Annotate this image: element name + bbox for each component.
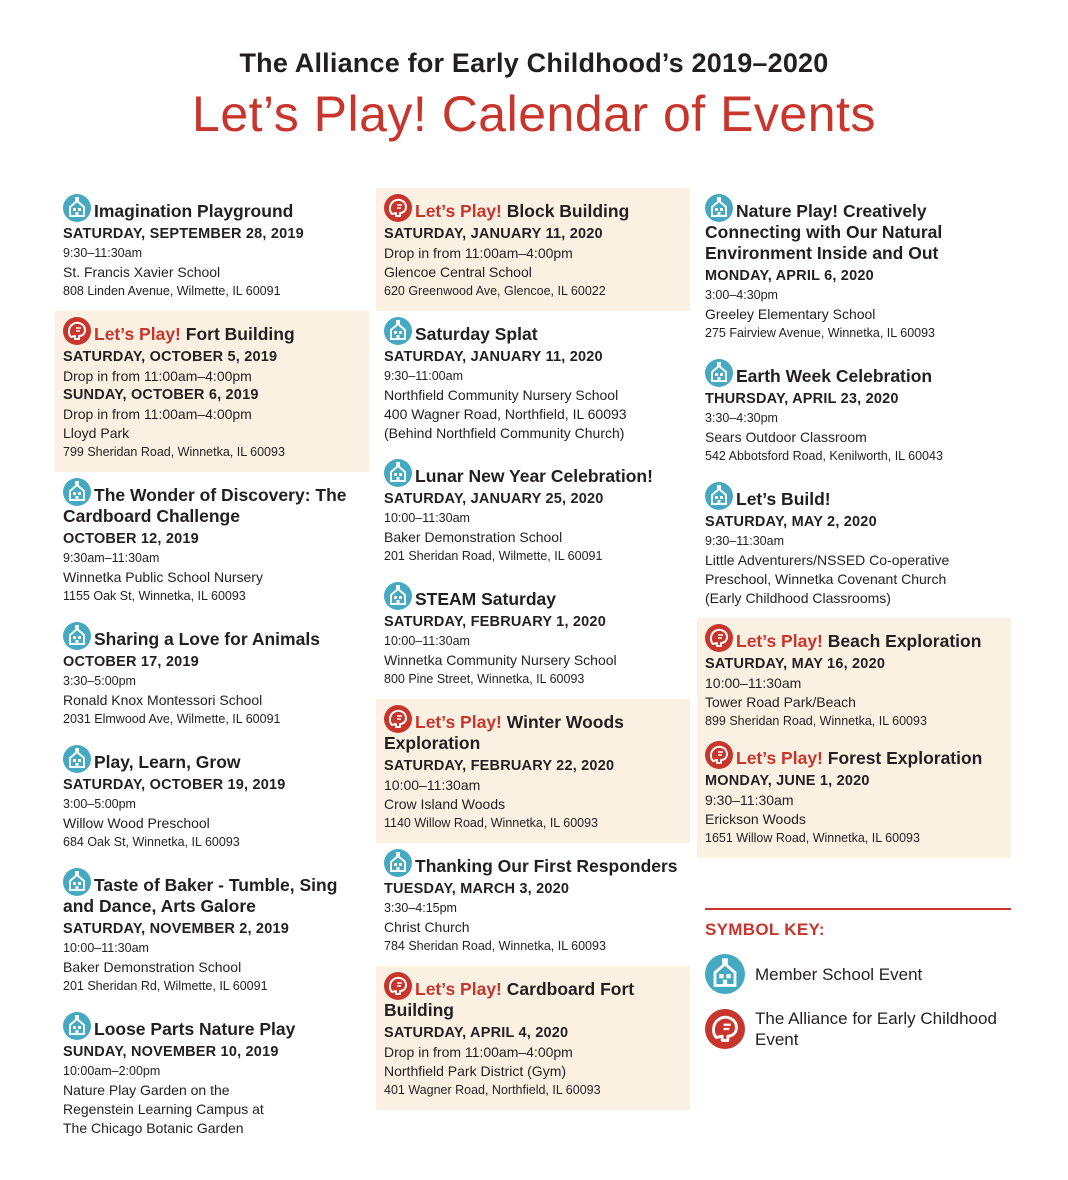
event-card [376,188,690,311]
symbol-key-alliance-label: The Alliance for Early Childhood Event [755,1009,997,1049]
event-time: 3:30–4:30pm [705,411,778,425]
school-icon [63,745,91,773]
speech-head-icon [384,972,412,1000]
event-card [697,188,1011,353]
event-location-line: 784 Sheridan Road, Winnetka, IL 60093 [384,939,606,953]
speech-head-icon [705,624,733,652]
event-time: 3:30–4:15pm [384,901,457,915]
event-location-line: Erickson Woods [705,811,806,827]
event-time: 10:00–11:30am [63,941,149,955]
event-date-2: SUNDAY, OCTOBER 6, 2019 [63,387,259,403]
event-location-line: Northfield Park District (Gym) [384,1063,567,1079]
event-card [55,616,369,739]
symbol-key-alliance-row [705,1008,1011,1050]
event-location-line: Preschool, Winnetka Covenant Church [705,571,947,587]
event-card [376,966,690,1110]
event-title-prefix: Let’s Play! [736,748,823,768]
event-title-text: Cardboard Fort Building [384,979,635,1020]
event-title-text: Lunar New Year Celebration! [415,466,653,486]
event-date: SUNDAY, NOVEMBER 10, 2019 [63,1044,279,1060]
event-location-line: 620 Greenwood Ave, Glencoe, IL 60022 [384,284,606,298]
event-title [63,194,361,222]
event-time: 9:30–11:30am [63,246,142,260]
school-icon [384,459,412,487]
event-time: 10:00–11:30am [384,511,470,525]
event-title-text: Thanking Our First Responders [415,856,678,876]
event-title-text: Loose Parts Nature Play [94,1019,296,1039]
event-title-text: Fort Building [185,324,295,344]
event-title [705,482,1003,510]
event-time: 10:00am–2:00pm [63,1064,161,1078]
event-location-line: 899 Sheridan Road, Winnetka, IL 60093 [705,714,927,728]
event-location-line: 401 Wagner Road, Northfield, IL 60093 [384,1083,601,1097]
page-title: Let’s Play! Calendar of Events [192,86,876,142]
school-icon [705,482,733,510]
event-time: 10:00–11:30am [384,634,470,648]
event-title-text: Let’s Build! [736,489,831,509]
event-title [384,582,682,610]
event-date: THURSDAY, APRIL 23, 2020 [705,391,899,407]
event-location-line: 1140 Willow Road, Winnetka, IL 60093 [384,816,599,830]
event-location-line: St. Francis Xavier School [63,264,221,280]
school-icon [705,954,745,994]
event-time: Drop in from 11:00am–4:00pm [384,1044,573,1060]
event-title-text: Saturday Splat [415,324,538,344]
event-title [384,705,682,754]
event-time: Drop in from 11:00am–4:00pm [63,368,252,384]
event-title-text: Forest Exploration [827,748,983,768]
event-card [55,739,369,862]
speech-head-icon [63,317,91,345]
event-title-text: Earth Week Celebration [736,366,933,386]
event-location-line: Northfield Community Nursery School [384,387,619,403]
event-location-line: 800 Pine Street, Winnetka, IL 60093 [384,672,585,686]
event-time: 9:30–11:00am [384,369,463,383]
speech-head-icon [384,194,412,222]
event-title-text: Winter Woods Exploration [384,712,624,753]
event-title [384,459,682,487]
event-title [63,478,361,527]
event-card [55,311,369,472]
event-location-line: 201 Sheridan Rd, Wilmette, IL 60091 [63,979,268,993]
event-location-line: 2031 Elmwood Ave, Wilmette, IL 60091 [63,712,281,726]
event-time-2: Drop in from 11:00am–4:00pm [63,406,252,422]
school-icon [63,622,91,650]
event-date: OCTOBER 17, 2019 [63,654,199,670]
symbol-key-member-row [705,954,1011,994]
event-location-line: (Early Childhood Classrooms) [705,590,891,606]
event-time: 10:00–11:30am [384,777,481,793]
event-card [376,311,690,453]
school-icon [705,194,733,222]
event-time: 3:00–4:30pm [705,288,778,302]
event-card [55,1006,369,1148]
event-time: 9:30am–11:30am [63,551,160,565]
school-icon [63,194,91,222]
event-time: 3:30–5:00pm [63,674,136,688]
event-date: SATURDAY, JANUARY 11, 2020 [384,349,603,365]
event-title [705,741,1003,769]
event-title-text: Block Building [506,201,630,221]
event-date: TUESDAY, MARCH 3, 2020 [384,881,570,897]
event-location-line: Greeley Elementary School [705,306,876,322]
event-location-line: 400 Wagner Road, Northfield, IL 60093 [384,406,627,422]
event-date: SATURDAY, OCTOBER 19, 2019 [63,777,286,793]
school-icon [63,868,91,896]
event-location-line: Baker Demonstration School [384,529,563,545]
event-title [63,317,361,345]
event-location-line: The Chicago Botanic Garden [63,1120,244,1136]
event-title [705,194,1003,264]
symbol-key [705,908,1011,1050]
event-title-prefix: Let’s Play! [94,324,181,344]
event-location-line: Baker Demonstration School [63,959,242,975]
event-date: SATURDAY, JANUARY 25, 2020 [384,491,604,507]
event-title [63,622,361,650]
event-date: SATURDAY, JANUARY 11, 2020 [384,226,603,242]
speech-head-icon [705,741,733,769]
event-title [384,849,682,877]
event-card [55,188,369,311]
event-title [705,359,1003,387]
event-location-line: Christ Church [384,919,470,935]
school-icon [63,1012,91,1040]
event-title-text: Play, Learn, Grow [94,752,241,772]
event-title-text: Nature Play! Creatively Connecting with Our Natural Environment Inside and Out [705,201,943,263]
school-icon [384,849,412,877]
school-icon [63,478,91,506]
event-location-line: (Behind Northfield Community Church) [384,425,625,441]
event-time: 10:00–11:30am [705,675,802,691]
event-date: SATURDAY, MAY 16, 2020 [705,656,886,672]
event-location-line: 1155 Oak St, Winnetka, IL 60093 [63,589,246,603]
event-location-line: Nature Play Garden on the [63,1082,230,1098]
event-location-line: 1651 Willow Road, Winnetka, IL 60093 [705,831,920,845]
event-location-line: 275 Fairview Avenue, Winnetka, IL 60093 [705,326,936,340]
event-title-text: Beach Exploration [827,631,982,651]
event-card [376,453,690,576]
event-date: OCTOBER 12, 2019 [63,531,199,547]
event-card [376,576,690,699]
event-date: SATURDAY, FEBRUARY 22, 2020 [384,758,615,774]
school-icon [705,359,733,387]
event-location-line: Sears Outdoor Classroom [705,429,867,445]
event-card [697,353,1011,476]
event-date: SATURDAY, OCTOBER 5, 2019 [63,349,278,365]
event-title-prefix: Let’s Play! [415,712,502,732]
speech-head-icon [705,1009,745,1049]
symbol-key-member-label: Member School Event [755,964,923,984]
event-location-line: Crow Island Woods [384,796,506,812]
event-time: 9:30–11:30am [705,792,794,808]
event-date: MONDAY, JUNE 1, 2020 [705,773,870,789]
event-location-line: 808 Linden Avenue, Wilmette, IL 60091 [63,284,281,298]
event-date: SATURDAY, MAY 2, 2020 [705,514,877,530]
event-title-prefix: Let’s Play! [415,979,502,999]
events-column-3 [697,188,1011,858]
event-title [63,1012,361,1040]
symbol-key-title: SYMBOL KEY: [705,920,825,939]
event-time: 9:30–11:30am [705,534,784,548]
event-title [63,868,361,917]
event-location-line: Regenstein Learning Campus at [63,1101,264,1117]
event-title [384,194,682,222]
event-date: MONDAY, APRIL 6, 2020 [705,268,874,284]
event-location-line: Winnetka Community Nursery School [384,652,617,668]
event-title-text: Imagination Playground [94,201,294,221]
event-location-line: Glencoe Central School [384,264,532,280]
event-card [55,862,369,1006]
event-title [63,745,361,773]
school-icon [384,582,412,610]
event-title-text: STEAM Saturday [415,589,556,609]
event-date: SATURDAY, SEPTEMBER 28, 2019 [63,226,304,242]
event-card [55,472,369,616]
event-card [376,843,690,966]
event-title [705,624,1003,652]
event-time: 3:00–5:00pm [63,797,136,811]
event-date: SATURDAY, NOVEMBER 2, 2019 [63,921,289,937]
page-header [0,48,1068,143]
event-title [384,317,682,345]
page-subtitle: The Alliance for Early Childhood’s 2019–2020 [239,48,829,78]
event-title-text: The Wonder of Discovery: The Cardboard Challenge [63,485,347,526]
event-location-line: Lloyd Park [63,425,130,441]
event-location-line: 684 Oak St, Winnetka, IL 60093 [63,835,240,849]
event-title-prefix: Let’s Play! [415,201,502,221]
event-location-line: Tower Road Park/Beach [705,694,856,710]
event-title [384,972,682,1021]
event-card [697,476,1011,618]
event-location-line: Willow Wood Preschool [63,815,210,831]
event-title-prefix: Let’s Play! [736,631,823,651]
event-location-line: Little Adventurers/NSSED Co-operative [705,552,950,568]
events-column-1 [55,188,369,1148]
event-time: Drop in from 11:00am–4:00pm [384,245,573,261]
events-column-2 [376,188,690,1110]
event-card [697,618,1011,735]
speech-head-icon [384,705,412,733]
event-card [376,699,690,843]
event-location-line: 201 Sheridan Road, Wilmette, IL 60091 [384,549,603,563]
event-date: SATURDAY, FEBRUARY 1, 2020 [384,614,606,630]
event-title-text: Taste of Baker - Tumble, Sing and Dance, Arts Galore [63,875,338,916]
event-card [697,735,1011,858]
event-date: SATURDAY, APRIL 4, 2020 [384,1025,569,1041]
school-icon [384,317,412,345]
event-location-line: Ronald Knox Montessori School [63,692,263,708]
event-location-line: 799 Sheridan Road, Winnetka, IL 60093 [63,445,285,459]
event-location-line: 542 Abbotsford Road, Kenilworth, IL 60043 [705,449,943,463]
event-title-text: Sharing a Love for Animals [94,629,320,649]
event-location-line: Winnetka Public School Nursery [63,569,263,585]
